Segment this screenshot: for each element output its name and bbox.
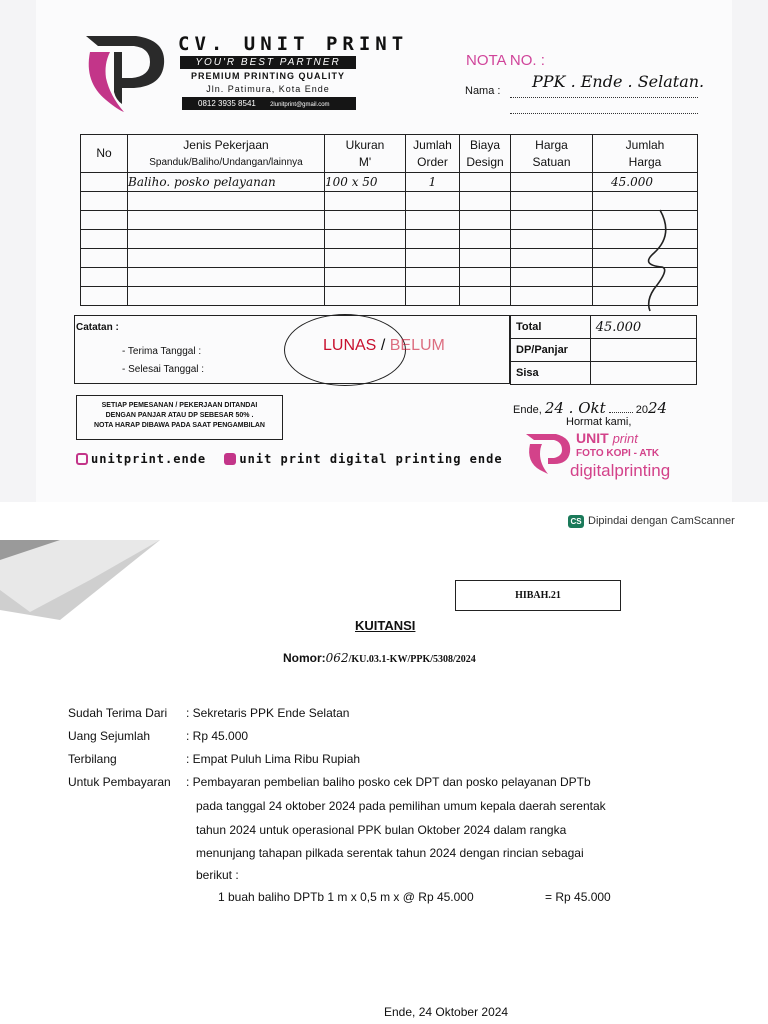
- company-email: 2lunitprint@gmail.com: [270, 102, 330, 108]
- header-jumlah-harga: Jumlah Harga: [593, 135, 698, 173]
- header-jenis: Jenis Pekerjaan Spanduk/Baliho/Undangan/lainnya: [128, 135, 325, 173]
- table-header-row: [81, 135, 698, 173]
- kuitansi-number: Nomor:062/KU.03.1-KW/PPK/5308/2024: [283, 651, 476, 665]
- company-contact: [182, 97, 356, 110]
- kuitansi-title: KUITANSI: [355, 618, 416, 633]
- stamp-fotokopi: FOTO KOPI - ATK: [576, 448, 660, 459]
- company-phone: 0812 3935 8541: [198, 99, 256, 108]
- nama-label: Nama :: [465, 85, 501, 97]
- field-terbilang: Terbilang : Empat Puluh Lima Ribu Rupiah: [68, 752, 361, 766]
- instagram-icon: [76, 453, 88, 465]
- table-row: [81, 192, 698, 211]
- table-row: [81, 230, 698, 249]
- company-address: Jln. Patimura, Kota Ende: [206, 84, 330, 94]
- sisa-label: Sisa: [511, 362, 591, 385]
- camscanner-icon: CS: [568, 515, 584, 528]
- total-value: 45.000: [590, 316, 696, 339]
- receipt-date: Ende, 24 . Okt 2024: [513, 399, 668, 417]
- header-jenis-sub: Spanduk/Baliho/Undangan/lainnya: [149, 157, 303, 169]
- company-tagline: YOU'R BEST PARTNER: [180, 56, 356, 69]
- order-table: [80, 134, 698, 306]
- notice-line-3: NOTA HARAP DIBAWA PADA SAAT PENGAMBILAN: [94, 422, 265, 430]
- table-row: [81, 211, 698, 230]
- nama-value: PPK . Ende . Selatan.: [532, 72, 705, 91]
- camscanner-watermark: CS Dipindai dengan CamScanner: [568, 515, 735, 528]
- header-jumlah-order: Jumlah Order: [406, 135, 460, 173]
- instagram-handle: unitprint.ende: [91, 452, 207, 466]
- dp-notice: [76, 395, 283, 440]
- facebook-handle: unit print digital printing ende: [239, 452, 503, 466]
- header-no: No: [81, 135, 128, 173]
- kuitansi-date: Ende, 24 Oktober 2024: [384, 1005, 509, 1019]
- terima-tanggal-label: - Terima Tanggal :: [122, 346, 202, 357]
- catatan-label: Catatan :: [76, 322, 119, 333]
- stamp-logo: [522, 430, 574, 474]
- field-uang-sejumlah: Uang Sejumlah : Rp 45.000: [68, 729, 249, 743]
- untuk-line-4: menunjang tahapan pilkada serentak tahun 2024 dengan rincian sebagai: [196, 846, 584, 860]
- header-biaya-design: Biaya Design: [460, 135, 511, 173]
- company-quality: PREMIUM PRINTING QUALITY: [191, 71, 345, 81]
- total-label: Total: [511, 316, 591, 339]
- notice-line-1: SETIAP PEMESANAN / PEKERJAAN DITANDAI: [101, 402, 258, 409]
- status-separator: /: [380, 337, 386, 354]
- field-untuk-pembayaran: Untuk Pembayaran : Pembayaran pembelian baliho posko cek DPT dan posko pelayanan DPTb: [68, 775, 591, 789]
- nama-dotted-line: [510, 97, 698, 98]
- row-ukuran: 100 x 50: [325, 173, 406, 192]
- table-row: [81, 287, 698, 306]
- folded-corner-shadow: [0, 540, 768, 650]
- nota-number-label: NOTA NO. :: [466, 52, 545, 69]
- untuk-line-5: berikut :: [196, 868, 239, 882]
- table-row: [81, 173, 698, 192]
- row-jenis: Baliho. posko pelayanan: [128, 173, 325, 192]
- untuk-line-3: tahun 2024 untuk operasional PPK bulan Oktober 2024 dalam rangka: [196, 823, 567, 837]
- header-harga-satuan: Harga Satuan: [511, 135, 593, 173]
- facebook-icon: [224, 453, 236, 465]
- lunas-label: LUNAS: [323, 337, 377, 354]
- notice-line-2: DENGAN PANJAR ATAU DP SEBESAR 50% .: [105, 412, 254, 420]
- rincian-amount: = Rp 45.000: [545, 890, 611, 904]
- stamp-unit-print: UNIT print: [576, 430, 638, 446]
- nomor-handwritten: 062: [325, 651, 349, 665]
- social-links: [76, 452, 503, 466]
- field-sudah-terima-dari: Sudah Terima Dari : Sekretaris PPK Ende Selatan: [68, 706, 350, 720]
- nama-dotted-line-2: [510, 113, 698, 114]
- unit-print-logo: [76, 30, 172, 114]
- table-row: [81, 249, 698, 268]
- nomor-code: /KU.03.1-KW/PPK/5308/2024: [348, 654, 476, 665]
- belum-label: BELUM: [389, 337, 445, 354]
- untuk-line-2: pada tanggal 24 oktober 2024 pada pemilihan umum kepala daerah serentak: [196, 799, 606, 813]
- hibah-box: HIBAH.21: [455, 580, 621, 611]
- company-name: CV. UNIT PRINT: [178, 33, 409, 55]
- hormat-kami: Hormat kami,: [566, 416, 632, 428]
- table-row: [81, 268, 698, 287]
- handwritten-bracket-mark: [620, 205, 680, 315]
- row-order: 1: [406, 173, 460, 192]
- payment-status: [323, 337, 445, 355]
- totals-table: [510, 315, 697, 385]
- row-jumlah: 45.000: [593, 173, 698, 192]
- year-handwritten: 24: [648, 399, 668, 417]
- selesai-tanggal-label: - Selesai Tanggal :: [122, 364, 205, 375]
- rincian-item: 1 buah baliho DPTb 1 m x 0,5 m x @ Rp 45.000: [218, 890, 474, 904]
- dp-label: DP/Panjar: [511, 339, 591, 362]
- date-handwritten: 24 . Okt: [544, 399, 606, 417]
- header-ukuran: Ukuran M': [325, 135, 406, 173]
- stamp-digital-printing: digitalprinting: [570, 461, 671, 480]
